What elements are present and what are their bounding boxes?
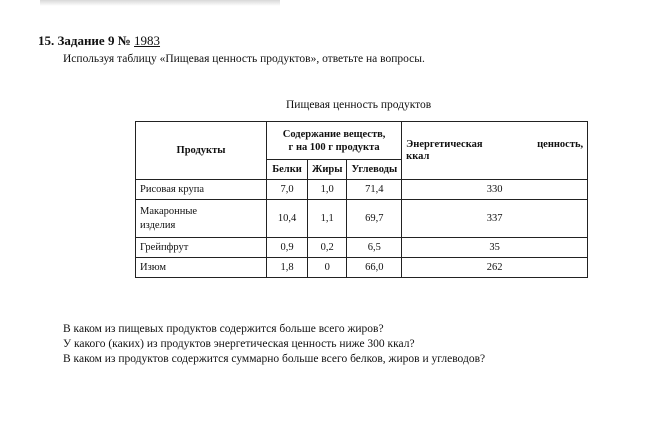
cell-carbs: 6,5	[347, 238, 402, 258]
cell-carbs: 69,7	[347, 200, 402, 238]
header-energy	[402, 122, 588, 180]
task-header	[38, 33, 160, 49]
cell-fat: 0	[308, 258, 347, 278]
table-caption: Пищевая ценность продуктов	[286, 99, 432, 111]
cell-fat: 0,2	[308, 238, 347, 258]
header-content-line1: Содержание веществ,	[282, 128, 386, 140]
cell-energy: 262	[402, 258, 588, 278]
header-products: Продукты	[136, 122, 267, 180]
questions-list	[63, 322, 485, 367]
cell-protein: 10,4	[267, 200, 308, 238]
cell-fat: 1,1	[308, 200, 347, 238]
task-number-link[interactable]: 1983	[134, 33, 161, 48]
cell-product: Макаронные изделия	[136, 200, 267, 238]
table-row	[136, 258, 588, 278]
top-fade-decoration	[40, 0, 280, 6]
header-fat: Жиры	[308, 160, 347, 180]
table-row	[136, 238, 588, 258]
header-protein: Белки	[267, 160, 308, 180]
cell-fat: 1,0	[308, 180, 347, 200]
table-row	[136, 200, 588, 238]
header-carbs: Углеводы	[347, 160, 402, 180]
cell-product: Изюм	[136, 258, 267, 278]
header-energy-word1: Энергетическая	[406, 138, 483, 150]
question-1: В каком из пищевых продуктов содержится больше всего жиров?	[63, 323, 384, 335]
question-2: У какого (каких) из продуктов энергетическая ценность ниже 300 ккал?	[63, 338, 415, 350]
cell-energy: 35	[402, 238, 588, 258]
nutrition-table	[135, 121, 588, 278]
header-content-group	[267, 122, 402, 160]
cell-energy: 330	[402, 180, 588, 200]
task-instruction: Используя таблицу «Пищевая ценность продуктов», ответьте на вопросы.	[63, 53, 425, 65]
table-row	[136, 180, 588, 200]
task-label: 15. Задание 9 №	[38, 33, 131, 48]
cell-protein: 1,8	[267, 258, 308, 278]
cell-carbs: 71,4	[347, 180, 402, 200]
cell-carbs: 66,0	[347, 258, 402, 278]
table-header-row	[136, 122, 588, 160]
cell-protein: 0,9	[267, 238, 308, 258]
header-content-line2: г на 100 г продукта	[288, 141, 380, 153]
cell-energy: 337	[402, 200, 588, 238]
header-energy-unit: ккал	[406, 150, 430, 162]
header-energy-word2: ценность,	[537, 138, 584, 150]
cell-protein: 7,0	[267, 180, 308, 200]
question-3: В каком из продуктов содержится суммарно больше всего белков, жиров и углеводов?	[63, 353, 486, 365]
cell-product: Грейпфрут	[136, 238, 267, 258]
cell-product: Рисовая крупа	[136, 180, 267, 200]
